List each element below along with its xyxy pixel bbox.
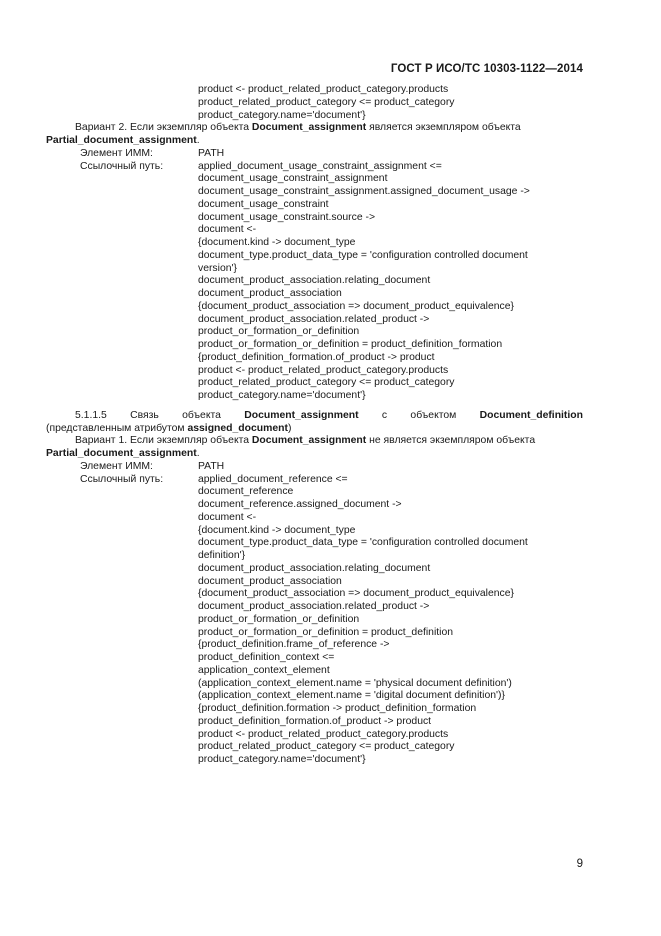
section-word-4: объектом — [410, 409, 457, 421]
code-line: product_definition_formation.of_product -> product — [198, 715, 432, 727]
code-line: product <- product_related_product_category.products — [198, 84, 449, 95]
code-line: document_usage_constraint_assignment — [198, 173, 388, 185]
code-line: document_type.product_data_type = 'configuration controlled document — [198, 537, 528, 549]
code-line: {document.kind -> document_type — [198, 237, 356, 248]
document-header: ГОСТ Р ИСО/ТС 10303-1122—2014 — [390, 63, 583, 75]
variant2-entity: Document_assignment — [251, 122, 367, 134]
code-line: product_category.name='document'} — [198, 390, 366, 401]
variant2-suffix: . — [196, 135, 200, 146]
section-heading-line-1 — [46, 410, 583, 423]
code-line: {product_definition.frame_of_reference -> — [198, 639, 390, 651]
reference-first-line-1: applied_document_usage_constraint_assignment <= — [198, 160, 442, 172]
intro-code-block — [46, 84, 583, 122]
code-line: document_usage_constraint — [198, 198, 329, 210]
code-line: product_category.name='document'} — [198, 754, 366, 765]
code-line: document <- — [198, 511, 257, 523]
page-number: 9 — [576, 858, 583, 870]
code-line: {document.kind -> document_type — [198, 524, 356, 536]
code-line: product_related_product_category <= product_category — [198, 377, 455, 389]
code-line: {document_product_association => document_product_equivalence} — [198, 588, 514, 600]
reference-label-1: Ссылочный путь: — [80, 160, 164, 172]
code-line: product_category.name='document'} — [198, 109, 366, 121]
section-word-2: объекта — [182, 409, 221, 421]
reference-path-block-1 — [46, 173, 583, 403]
code-line: product_related_product_category <= product_category — [198, 96, 455, 108]
element-label-1: Элемент ИММ: — [80, 147, 153, 159]
code-line: document_product_association.related_product -> — [198, 313, 430, 325]
code-line: {document_product_association => document_product_equivalence} — [198, 300, 514, 312]
section-heading-line-2 — [46, 423, 583, 436]
element-value-2: PATH — [198, 460, 225, 472]
code-line: document_product_association.related_product -> — [198, 601, 430, 612]
code-line: document_product_association — [198, 288, 342, 299]
variant1-middle: не является экземпляром объекта — [366, 435, 536, 447]
reference-label-2: Ссылочный путь: — [80, 473, 164, 485]
variant2-middle: является экземпляром объекта — [366, 122, 521, 134]
section-entity: Document_assignment — [244, 409, 359, 421]
reference-first-line-2: applied_document_reference <= — [198, 473, 348, 485]
section-attribute: assigned_document — [187, 422, 288, 434]
code-line: version'} — [198, 262, 237, 274]
variant2-paragraph — [46, 122, 583, 148]
code-line: product_related_product_category <= product_category — [198, 741, 455, 753]
section-number: 5.1.1.5 — [75, 409, 107, 421]
code-line: document_type.product_data_type = 'configuration controlled document — [198, 249, 528, 261]
code-line: product_or_formation_or_definition — [198, 613, 360, 625]
variant2-entity2: Partial_document_assignment — [46, 135, 197, 146]
code-line: document_usage_constraint_assignment.assigned_document_usage -> — [198, 186, 530, 197]
section-entity2: Document_definition — [479, 409, 583, 421]
code-line: product <- product_related_product_category.products — [198, 364, 449, 376]
section-line2-prefix: (представленным атрибутом — [46, 422, 188, 434]
variant1-prefix: Вариант 1. Если экземпляр объекта — [75, 435, 252, 447]
page-content — [46, 84, 583, 767]
section-word-3: с — [381, 409, 388, 421]
section-word-1: Связь — [130, 409, 159, 421]
code-line: document <- — [198, 224, 257, 236]
reference-row-2 — [46, 474, 583, 487]
variant2-prefix: Вариант 2. Если экземпляр объекта — [75, 122, 252, 134]
variant1-entity2: Partial_document_assignment — [46, 448, 197, 459]
reference-path-block-2 — [46, 486, 583, 767]
element-value-1: PATH — [198, 147, 225, 159]
code-line: document_reference.assigned_document -> — [198, 499, 402, 510]
code-line: document_reference — [198, 486, 294, 498]
code-line: definition'} — [198, 550, 246, 561]
code-line: product_or_formation_or_definition = product_definition — [198, 626, 454, 638]
code-line: document_product_association — [198, 575, 342, 587]
code-line: document_product_association.relating_document — [198, 275, 431, 287]
code-line: application_context_element — [198, 664, 330, 676]
variant1-suffix: . — [196, 448, 200, 459]
variant1-paragraph — [46, 435, 583, 461]
code-line: product <- product_related_product_category.products — [198, 728, 449, 740]
element-row-2 — [46, 461, 583, 474]
element-row-1 — [46, 148, 583, 161]
reference-row-1 — [46, 161, 583, 174]
code-line: document_product_association.relating_document — [198, 562, 431, 574]
code-line: (application_context_element.name = 'physical document definition') — [198, 677, 512, 689]
section-line2-suffix: ) — [287, 422, 292, 434]
code-line: document_usage_constraint.source -> — [198, 211, 376, 223]
code-line: product_or_formation_or_definition = product_definition_formation — [198, 339, 503, 350]
element-label-2: Элемент ИММ: — [80, 460, 153, 472]
variant1-entity: Document_assignment — [251, 435, 367, 447]
code-line: {product_definition.formation -> product_definition_formation — [198, 703, 477, 714]
code-line: product_or_formation_or_definition — [198, 326, 360, 338]
code-line: (application_context_element.name = 'digital document definition')} — [198, 690, 505, 702]
code-line: product_definition_context <= — [198, 652, 335, 663]
code-line: {product_definition_formation.of_product -> product — [198, 351, 435, 363]
